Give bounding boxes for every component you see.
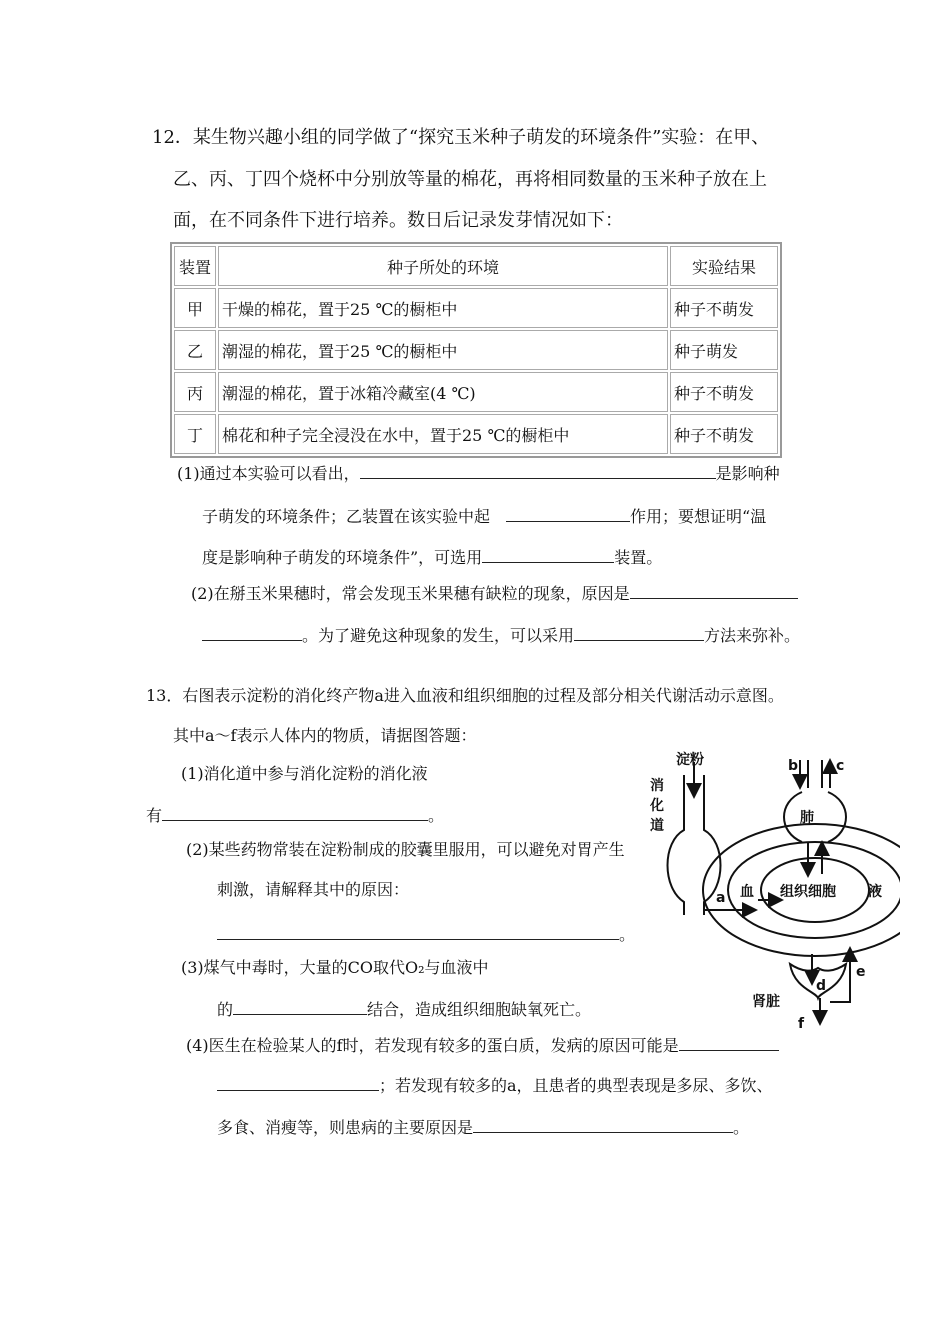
answer-blank[interactable] (506, 507, 630, 522)
q12-p2-text: 。为了避免这种现象的发生，可以采用 (302, 626, 575, 645)
table-header: 实验结果 (670, 246, 778, 286)
q13-p2-line2: 刺激，请解释其中的原因： (217, 880, 410, 899)
e-arrow (830, 950, 850, 1002)
table-row (174, 372, 778, 412)
q13-line2: 其中a～f表示人体内的物质，请据图答题： (173, 726, 477, 745)
kidney-label: 肾脏 (752, 994, 780, 1010)
q12-p2-line1 (191, 584, 798, 602)
q12-p1-line3 (202, 548, 662, 566)
table-header-row (174, 246, 778, 286)
table-row (174, 288, 778, 328)
digestion-diagram (640, 750, 900, 1040)
q13-p2-line3 (217, 925, 635, 943)
liquid-label: 液 (868, 884, 882, 900)
table-cell: 丙 (174, 372, 216, 412)
lung-label: 肺 (800, 810, 814, 826)
answer-blank[interactable] (360, 464, 716, 479)
q12-p1-text: 度是影响种子萌发的环境条件”，可选用 (202, 548, 483, 567)
q13-p4-text: 多食、消瘦等，则患病的主要原因是 (217, 1118, 474, 1137)
q13-p4-text: 。 (733, 1118, 750, 1137)
table-cell: 种子萌发 (670, 330, 778, 370)
table-header: 装置 (174, 246, 216, 286)
q13-p4-text: (4)医生在检验某人的f时，若发现有较多的蛋白质，发病的原因可能是 (186, 1036, 679, 1055)
q13-p3-text: 的 (217, 1000, 234, 1019)
table-cell: 丁 (174, 414, 216, 454)
label-f: f (798, 1016, 805, 1032)
table-row (174, 414, 778, 454)
answer-blank[interactable] (217, 1076, 379, 1091)
tract-label-2: 化 (650, 798, 664, 814)
answer-blank[interactable] (202, 626, 302, 641)
table-cell: 乙 (174, 330, 216, 370)
q13-p1-line1: (1)消化道中参与消化淀粉的消化液 (181, 764, 428, 783)
table-row (174, 330, 778, 370)
q12-line1: 12．某生物兴趣小组的同学做了“探究玉米种子萌发的环境条件”实验：在甲、 (152, 127, 770, 148)
blood-label: 血 (740, 884, 754, 900)
q13-p2-text: 。 (619, 925, 636, 944)
table-cell: 种子不萌发 (670, 372, 778, 412)
q13-line1: 13．右图表示淀粉的消化终产物a进入血液和组织细胞的过程及部分相关代谢活动示意图。 (146, 686, 784, 705)
label-b: b (788, 758, 799, 774)
label-a: a (716, 890, 726, 906)
table-header: 种子所处的环境 (218, 246, 668, 286)
answer-blank[interactable] (630, 584, 798, 599)
starch-label: 淀粉 (676, 752, 704, 768)
answer-blank[interactable] (482, 548, 614, 563)
label-e: e (856, 964, 866, 980)
table-cell: 种子不萌发 (670, 288, 778, 328)
table-cell: 潮湿的棉花，置于25 ℃的橱柜中 (218, 330, 668, 370)
table-cell: 甲 (174, 288, 216, 328)
q13-p1-line2 (146, 806, 444, 824)
q12-p2-text: (2)在掰玉米果穗时，常会发现玉米果穗有缺粒的现象，原因是 (191, 584, 630, 603)
experiment-table (170, 242, 782, 458)
label-c: c (836, 758, 845, 774)
q12-p2-text: 方法来弥补。 (704, 626, 801, 645)
q13-p3-line2 (217, 1000, 591, 1018)
answer-blank[interactable] (574, 626, 704, 641)
q13-p2-line1: (2)某些药物常装在淀粉制成的胶囊里服用，可以避免对胃产生 (186, 840, 625, 859)
q13-p1-text: 。 (428, 806, 445, 825)
q12-p1-text: 作用；要想证明“温 (630, 507, 767, 526)
table-cell: 种子不萌发 (670, 414, 778, 454)
table-cell: 棉花和种子完全浸没在水中，置于25 ℃的橱柜中 (218, 414, 668, 454)
q12-p1-text: (1)通过本实验可以看出， (177, 464, 360, 483)
answer-blank[interactable] (217, 925, 619, 940)
label-d: d (816, 978, 827, 994)
q12-line2: 乙、丙、丁四个烧杯中分别放等量的棉花，再将相同数量的玉米种子放在上 (173, 169, 767, 190)
q12-p2-line2 (202, 626, 800, 644)
table-cell: 潮湿的棉花，置于冰箱冷藏室(4 ℃) (218, 372, 668, 412)
q12-p1-line1 (177, 464, 780, 482)
lung-shape (784, 792, 846, 842)
q12-p1-text: 是影响种 (715, 464, 780, 483)
answer-blank[interactable] (233, 1000, 367, 1015)
q12-p1-text: 装置。 (614, 548, 663, 567)
digestive-tract-left-wall (668, 775, 685, 915)
q13-p4-text: ；若发现有较多的a，且患者的典型表现是多尿、多饮、 (379, 1076, 773, 1095)
tissue-cell-label: 组织细胞 (780, 884, 836, 900)
q13-p4-line3 (217, 1118, 749, 1136)
q13-p4-line2 (217, 1076, 773, 1094)
q12-p1-line2 (202, 507, 766, 525)
answer-blank[interactable] (473, 1118, 733, 1133)
answer-blank[interactable] (162, 806, 428, 821)
q12-p1-text: 子萌发的环境条件；乙装置在该实验中起 (202, 507, 491, 526)
q13-p3-line1: (3)煤气中毒时，大量的CO取代O₂与血液中 (181, 958, 489, 977)
q13-p1-text: 有 (146, 806, 163, 825)
table-cell: 干燥的棉花，置于25 ℃的橱柜中 (218, 288, 668, 328)
tract-label-3: 道 (650, 818, 664, 834)
q12-line3: 面，在不同条件下进行培养。数日后记录发芽情况如下： (173, 210, 623, 231)
tract-label-1: 消 (650, 778, 664, 794)
q13-p3-text: 结合，造成组织细胞缺氧死亡。 (367, 1000, 592, 1019)
